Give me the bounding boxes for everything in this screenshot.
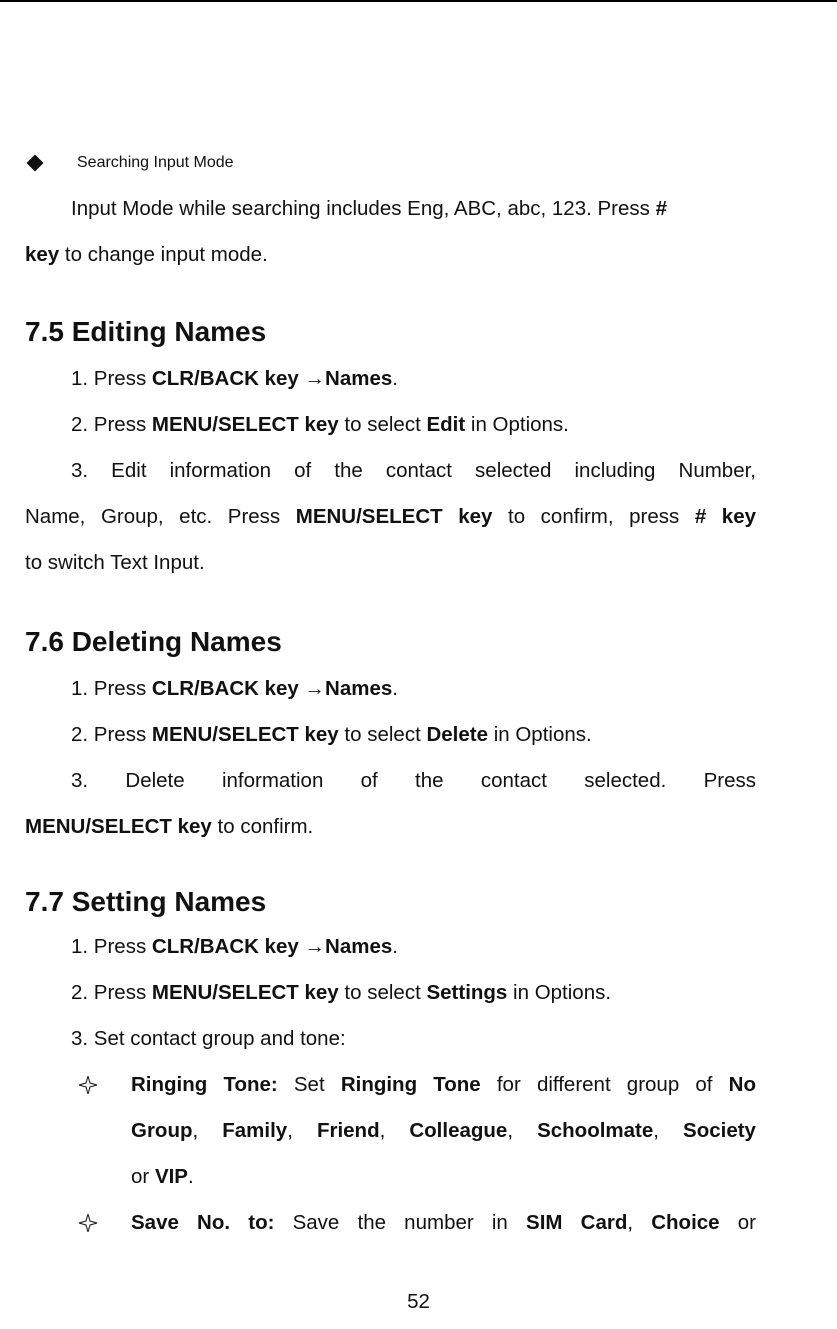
page-content <box>25 140 756 1246</box>
s75-step3-line2: Name, Group, etc. Press MENU/SELECT key to confirm, press # key <box>25 505 756 528</box>
four-point-star-icon <box>79 1062 97 1108</box>
section-title-7-6: 7.6 Deleting Names <box>25 626 282 657</box>
s75-step3-line1: 3. Edit information of the contact selected including Number, <box>71 459 756 482</box>
four-point-star-icon <box>79 1200 97 1246</box>
s76-step2: 2. Press MENU/SELECT key to select Delete in Options. <box>71 723 592 746</box>
ringing-line2: Group, Family, Friend, Colleague, Schoolmate, Society <box>131 1119 756 1142</box>
s75-step1: 1. Press CLR/BACK key →Names. <box>71 367 398 390</box>
s75-step3-line3: to switch Text Input. <box>25 551 205 574</box>
search-paragraph-line2: key to change input mode. <box>25 243 268 266</box>
sub-item-ringing-tone <box>25 1062 756 1200</box>
s76-step3-line2: MENU/SELECT key to confirm. <box>25 815 314 838</box>
sub-item-save-no-to <box>25 1200 756 1246</box>
s77-step2: 2. Press MENU/SELECT key to select Settings in Options. <box>71 981 612 1004</box>
ringing-line3: or VIP. <box>131 1165 194 1188</box>
page-number: 52 <box>407 1290 430 1313</box>
s76-step3-line1: 3. Delete information of the contact selected. Press <box>71 769 756 792</box>
s76-step1: 1. Press CLR/BACK key →Names. <box>71 677 398 700</box>
s75-step2: 2. Press MENU/SELECT key to select Edit in Options. <box>71 413 569 436</box>
s77-step1: 1. Press CLR/BACK key →Names. <box>71 935 398 958</box>
section-title-7-7: 7.7 Setting Names <box>25 886 267 917</box>
section-title-7-5: 7.5 Editing Names <box>25 316 267 347</box>
save-line1: Save No. to: Save the number in SIM Card, Choice or <box>131 1211 756 1234</box>
bullet-title: Searching Input Mode <box>77 154 234 171</box>
bullet-searching-input-mode <box>25 140 756 186</box>
s77-step3: 3. Set contact group and tone: <box>71 1027 346 1050</box>
top-rule <box>0 0 837 2</box>
ringing-line1: Ringing Tone: Set Ringing Tone for different group of No <box>131 1073 756 1096</box>
search-paragraph-line1: Input Mode while searching includes Eng, ABC, abc, 123. Press # <box>71 197 667 220</box>
diamond-bullet-icon <box>27 155 44 172</box>
